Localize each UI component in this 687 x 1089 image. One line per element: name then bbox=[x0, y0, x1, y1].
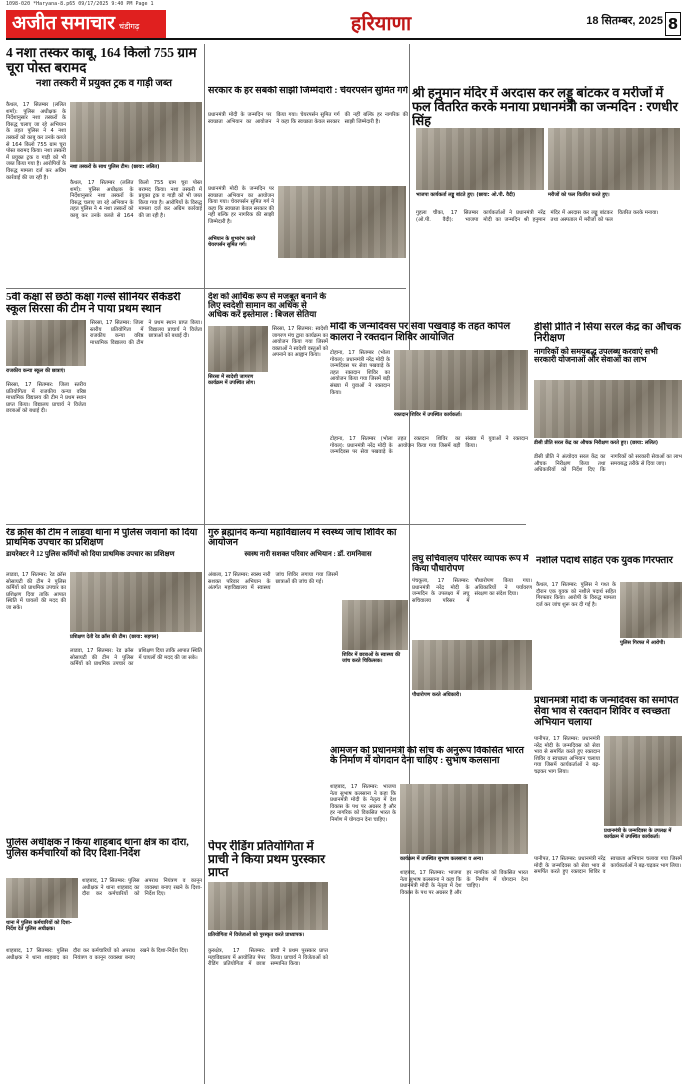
article-body: कैथल, 17 सितम्बर (ललित शर्मा): पुलिस अधीक्षक के निर्देशानुसार नशा तस्करों के विरुद्ध चलाए जा रहे अभियान के तहत पुलिस ने 4 नशा तस्करों को काबू कर उनके कब्जे से 164 किलो 755 ग्राम चूरा पोस्त बरामद किया। नशा तस्करी में प्रयुक्त ट्रक व गाड़ी को भी जब्त किया गया है। आरोपियों के विरुद्ध मामला दर्ज कर अग्रिम कार्रवाई की जा रही है। bbox=[6, 102, 66, 181]
photo-caption: रक्तदान शिविर में उपस्थित कार्यकर्ता। bbox=[394, 412, 462, 418]
edition-date: 18 सितम्बर, 2025 bbox=[586, 15, 663, 27]
section-divider bbox=[6, 524, 526, 525]
photo-caption: प्रतियोगिता में विजेताओं को पुरस्कृत करते प्राध्यापक। bbox=[208, 932, 305, 938]
section-title: हरियाणा bbox=[350, 13, 412, 35]
photo-caption: अभियान के शुभारंभ करते चेयरपर्सन सुमित गर्ग। bbox=[208, 236, 256, 248]
photo-caption: शिविर में छात्राओं के स्वास्थ्य की जांच करते चिकित्सक। bbox=[342, 652, 401, 664]
article-plantation bbox=[412, 554, 532, 754]
column-divider bbox=[204, 44, 205, 1084]
headline: 5वीं कक्षा से छठी कक्षा गर्ल्स सीनियर सैकेंडरी स्कूल सिरसा की टीम ने पाया प्रथम स्थान bbox=[6, 292, 181, 315]
news-photo bbox=[208, 326, 268, 372]
article-body-continued: प्रधानमंत्री मोदी के जन्मदिन पर स्वच्छता अभियान का आयोजन किया गया। चेयरपर्सन सुमित गर्ग ने कहा कि स्वच्छता केवल सरकार की नहीं बल्कि हर नागरिक की साझी जिम्मेदारी है। bbox=[208, 186, 274, 225]
print-info: 1098-020 *Haryana-8.p65 09/17/2025 9:40 PM Page 1 bbox=[6, 1, 154, 7]
headline: सरकार के हर सबकी साझी जिम्मेदारी : चेयरपर्सन सुमित गर्ग bbox=[208, 86, 408, 96]
article-body: लाडवा, 17 सितम्बर: रेड क्रॉस सोसायटी की टीम ने पुलिस कर्मियों को प्राथमिक उपचार का प्रशिक्षण दिया ताकि आपात स्थिति में घायलों की मदद की जा सके। bbox=[6, 572, 66, 611]
headline: पुलिस अधीक्षक ने किया शाहबाद थाना क्षेत्र का दौरा, पुलिस कर्मचारियों को दिए दिशा-निर्देश bbox=[6, 838, 189, 859]
subheadline: स्वस्थ नारी सशक्त परिवार अभियान : डॉ. रामनिवास bbox=[244, 549, 372, 558]
subheadline: डायरेक्टर ने 12 पुलिस कर्मियों को दिया प्राथमिक उपचार का प्रशिक्षण bbox=[6, 549, 175, 558]
article-seva-bhav bbox=[534, 696, 682, 1084]
article-body-continued: सिरसा, 17 सितम्बर: जिला स्तरीय प्रतियोगिता में राजकीय कन्या वरिष्ठ माध्यमिक विद्यालय की टीम ने प्रथम स्थान प्राप्त किया। विद्यालय प्राचार्य ने विजेता छात्राओं को बधाई दी। bbox=[6, 382, 86, 415]
section-divider bbox=[6, 288, 406, 289]
headline: आमजन को प्रधानमंत्री की सोच के अनुरूप विकसित भारत के निर्माण में योगदान देना चाहिए : सुभाष कलसाना bbox=[330, 746, 524, 767]
article-girls-school bbox=[6, 292, 202, 442]
article-body-continued: पानीपत, 17 सितम्बर: प्रधानमंत्री नरेंद्र मोदी के जन्मदिवस को सेवा भाव से समर्पित करते हुए रक्तदान शिविर व स्वच्छता अभियान चलाया गया जिसमें कार्यकर्ताओं ने बढ़-चढ़कर भाग लिया। bbox=[534, 856, 682, 876]
headline: डीसी प्रीति ने सिया सरल केंद्र का औचक निरीक्षण bbox=[534, 322, 681, 345]
article-body: सिरसा, 17 सितम्बर: स्वदेशी जागरण मंच द्वारा कार्यक्रम का आयोजन किया गया जिसमें वक्ताओं ने स्वदेशी वस्तुओं को अपनाने का आह्वान किया। bbox=[272, 326, 328, 359]
headline: श्री हनुमान मंदिर में अरदास कर लड्डू बांटकर व मरीजों में फल वितरित करके मनाया प्रधानमंत्री का जन्मदिन : रणधीर सिंह bbox=[412, 86, 678, 129]
headline: पेपर रीडिंग प्रतियोगिता में प्राची ने किया प्रथम पुरस्कार प्राप्त bbox=[208, 840, 326, 879]
news-photo bbox=[70, 572, 202, 632]
news-photo bbox=[6, 320, 86, 366]
news-photo bbox=[604, 736, 682, 826]
headline: नशीले पदार्थ सहित एक युवक गिरफ्तार bbox=[536, 556, 673, 566]
news-photo bbox=[548, 128, 680, 190]
article-cleanliness bbox=[208, 86, 408, 286]
photo-caption: पुलिस गिरफ्त में आरोपी। bbox=[620, 640, 666, 646]
photo-caption: कार्यक्रम में उपस्थित सुभाष कलसाना व अन्य। bbox=[400, 856, 483, 862]
article-body: प्रधानमंत्री मोदी के जन्मदिन पर स्वच्छता अभियान का आयोजन किया गया। चेयरपर्सन सुमित गर्ग ने कहा कि स्वच्छता केवल सरकार की नहीं बल्कि हर नागरिक की साझी जिम्मेदारी है। bbox=[208, 112, 408, 125]
headline: प्रधानमंत्री मोदी के जन्मदिवस को समर्पित सेवा भाव से रक्तदान शिविर व स्वच्छता अभियान चलाया bbox=[534, 696, 679, 728]
news-photo bbox=[394, 350, 528, 410]
subheadline: नागरिकों को समयबद्ध उपलब्ध करवाएं सभी सरकारी योजनाओं और सेवाओं का लाभ bbox=[534, 346, 658, 365]
article-blood-donation bbox=[330, 322, 530, 522]
brand-name: अजीत समाचार bbox=[12, 13, 115, 34]
photo-caption: डीसी प्रीति सरल केंद्र का औचक निरीक्षण करते हुए। (छाया: ललित) bbox=[534, 440, 659, 446]
photo-caption: सिरसा में स्वदेशी जागरण कार्यक्रम में उपस्थित लोग। bbox=[208, 374, 256, 386]
article-body: अंबाला, 17 सितम्बर: स्वस्थ नारी सशक्त परिवार अभियान के अंतर्गत महाविद्यालय में स्वास्थ्य जांच शिविर लगाया गया जिसमें छात्राओं की जांच की गई। bbox=[208, 572, 338, 592]
article-body: कुरुक्षेत्र, 17 सितम्बर: महाविद्यालय में आयोजित पेपर रीडिंग प्रतियोगिता में छात्रा प्राची ने प्रथम पुरस्कार प्राप्त किया। प्राचार्य ने विजेताओं को सम्मानित किया। bbox=[208, 948, 328, 968]
article-body: पानीपत, 17 सितम्बर: प्रधानमंत्री नरेंद्र मोदी के जन्मदिवस को सेवा भाव से समर्पित करते हुए रक्तदान शिविर व स्वच्छता अभियान चलाया गया जिसमें कार्यकर्ताओं ने बढ़-चढ़कर भाग लिया। bbox=[534, 736, 600, 775]
article-health-camp bbox=[208, 528, 408, 714]
article-body-continued: टोहाना, 17 सितम्बर (भोला गोयल): प्रधानमंत्री नरेंद्र मोदी के जन्मदिवस पर सेवा पखवाड़े के तहत रक्तदान शिविर का आयोजन किया गया जिसमें बड़ी संख्या में युवाओं ने रक्तदान किया। bbox=[330, 436, 528, 456]
photo-caption: पौधारोपण करते अधिकारी। bbox=[412, 692, 462, 698]
article-body-continued: शाहबाद, 17 सितम्बर: पुलिस अधीक्षक ने थाना शाहबाद का दौरा कर कर्मचारियों को अपराध नियंत्रण व कानून व्यवस्था बनाए रखने के दिशा-निर्देश दिए। bbox=[6, 948, 189, 961]
article-body: सिरसा, 17 सितम्बर: जिला स्तरीय प्रतियोगिता में राजकीय कन्या वरिष्ठ माध्यमिक विद्यालय की टीम ने प्रथम स्थान प्राप्त किया। विद्यालय प्राचार्य ने विजेता छात्राओं को बधाई दी। bbox=[90, 320, 202, 346]
headline: मोदी के जन्मदिवस पर सेवा पखवाड़े के तहत कपिल कालरा ने रक्तदान शिविर आयोजित bbox=[330, 322, 511, 343]
photo-caption: प्रधानमंत्री के जन्मदिवस के उपलक्ष में कार्यक्रम में उपस्थित कार्यकर्ता। bbox=[604, 828, 672, 840]
article-red-cross bbox=[6, 528, 202, 678]
headline: लघु सचिवालय परिसर व्यापक रूप में किया पौधारोपण bbox=[412, 554, 529, 573]
article-body: कैथल, 17 सितम्बर: पुलिस ने गश्त के दौरान एक युवक को नशीले पदार्थ सहित गिरफ्तार किया। आरोपी के विरुद्ध मामला दर्ज कर जांच शुरू कर दी गई है। bbox=[536, 582, 616, 608]
article-body-continued: कैथल, 17 सितम्बर (ललित शर्मा): पुलिस अधीक्षक के निर्देशानुसार नशा तस्करों के विरुद्ध चलाए जा रहे अभियान के तहत पुलिस ने 4 नशा तस्करों को काबू कर उनके कब्जे से 164 किलो 755 ग्राम चूरा पोस्त बरामद किया। नशा तस्करी में प्रयुक्त ट्रक व गाड़ी को भी जब्त किया गया है। आरोपियों के विरुद्ध मामला दर्ज कर अग्रिम कार्रवाई की जा रही है। bbox=[70, 180, 202, 219]
headline: रेड क्रॉस की टीम ने लाडवा थाना में पुलिस जवानों को दिया प्राथमिक उपचार का प्रशिक्षण bbox=[6, 528, 198, 549]
news-photo bbox=[342, 600, 408, 650]
article-body: टोहाना, 17 सितम्बर (भोला गोयल): प्रधानमंत्री नरेंद्र मोदी के जन्मदिवस पर सेवा पखवाड़े के तहत रक्तदान शिविर का आयोजन किया गया जिसमें बड़ी संख्या में युवाओं ने रक्तदान किया। bbox=[330, 350, 390, 396]
article-paper-reading bbox=[208, 840, 328, 1084]
article-viksit-bharat bbox=[330, 746, 530, 1086]
article-hanuman-temple bbox=[412, 86, 682, 322]
photo-caption: राजकीय कन्या स्कूल की छात्राएं। bbox=[6, 368, 66, 374]
news-photo bbox=[6, 878, 78, 918]
news-photo bbox=[208, 882, 328, 930]
photo-caption: प्रशिक्षण देती रेड क्रॉस की टीम। (छाया: सहगल) bbox=[70, 634, 159, 640]
photo-caption: थाना में पुलिस कर्मचारियों को दिशा-निर्देश देते पुलिस अधीक्षक। bbox=[6, 920, 72, 932]
photo-caption: मरीजों को फल वितरित करते हुए। bbox=[548, 192, 610, 198]
article-body: गुहला चीका, 17 सितम्बर (ओ.पी. वैदी): भाजपा कार्यकर्ताओं ने प्रधानमंत्री नरेंद्र मोदी का जन्मदिन श्री हनुमान मंदिर में अरदास कर लड्डू बांटकर तथा अस्पताल में मरीजों को फल वितरित करके मनाया। bbox=[416, 210, 659, 223]
photo-caption: नशा तस्करों के साथ पुलिस टीम। (छाया: ललित) bbox=[70, 164, 160, 170]
article-body: डीसी प्रीति ने अंत्योदय सरल केंद्र का औचक निरीक्षण किया तथा अधिकारियों को निर्देश दिए कि नागरिकों को सरकारी सेवाओं का लाभ समयबद्ध तरीके से दिया जाए। bbox=[534, 454, 682, 474]
news-photo bbox=[70, 102, 202, 162]
article-arrest bbox=[536, 556, 682, 696]
news-photo bbox=[534, 380, 682, 438]
article-body: पंचकूला, 17 सितम्बर: प्रधानमंत्री नरेंद्र मोदी के जन्मदिन के उपलक्ष्य में लघु सचिवालय परिसर में पौधारोपण किया गया। अधिकारियों ने पर्यावरण संरक्षण का संदेश दिया। bbox=[412, 578, 532, 604]
article-drug-seizure bbox=[6, 46, 202, 286]
article-body-continued: लाडवा, 17 सितम्बर: रेड क्रॉस सोसायटी की टीम ने पुलिस कर्मियों को प्राथमिक उपचार का प्रशिक्षण दिया ताकि आपात स्थिति में घायलों की मदद की जा सके। bbox=[70, 648, 202, 668]
brand-city: चंडीगढ़ bbox=[119, 22, 140, 31]
news-photo bbox=[412, 640, 532, 690]
newspaper-logo bbox=[6, 10, 166, 38]
news-photo bbox=[278, 186, 406, 258]
subheadline: नशा तस्करी में प्रयुक्त ट्रक व गाड़ी जब्त bbox=[36, 78, 172, 90]
article-sp-visit bbox=[6, 838, 202, 1084]
headline: देश को आर्थिक रूप से मजबूत बनाने के लिए स्वदेशी सामान का अधिक से अधिक करें इस्तेमाल : बिजल सेतिया bbox=[208, 292, 327, 320]
headline: गुरु ब्रह्मानंद कन्या महाविद्यालय में स्वस्थ्य जांच शिविर का आयोजन bbox=[208, 528, 397, 549]
news-photo bbox=[416, 128, 544, 190]
article-swadeshi bbox=[208, 292, 328, 442]
photo-caption: भाजपा कार्यकर्ता लड्डू बांटते हुए। (छाया: ओ.पी. वैदी) bbox=[416, 192, 516, 198]
article-body: शाहबाद, 17 सितम्बर: भाजपा नेता सुभाष कलसाना ने कहा कि प्रधानमंत्री मोदी के नेतृत्व में देश विकास के पथ पर अग्रसर है और हर नागरिक को विकसित भारत के निर्माण में योगदान देना चाहिए। bbox=[330, 784, 396, 823]
news-photo bbox=[400, 784, 528, 854]
masthead bbox=[6, 10, 681, 40]
article-body-continued: शाहबाद, 17 सितम्बर: भाजपा नेता सुभाष कलसाना ने कहा कि प्रधानमंत्री मोदी के नेतृत्व में देश विकास के पथ पर अग्रसर है और हर नागरिक को विकसित भारत के निर्माण में योगदान देना चाहिए। bbox=[400, 870, 528, 896]
page-number: 8 bbox=[665, 12, 681, 36]
article-body: शाहबाद, 17 सितम्बर: पुलिस अधीक्षक ने थाना शाहबाद का दौरा कर कर्मचारियों को अपराध नियंत्रण व कानून व्यवस्था बनाए रखने के दिशा-निर्देश दिए। bbox=[82, 878, 202, 898]
news-photo bbox=[620, 582, 682, 638]
headline: 4 नशा तस्कर काबू, 164 किलो 755 ग्राम चूरा पोस्त बरामद bbox=[6, 46, 197, 75]
